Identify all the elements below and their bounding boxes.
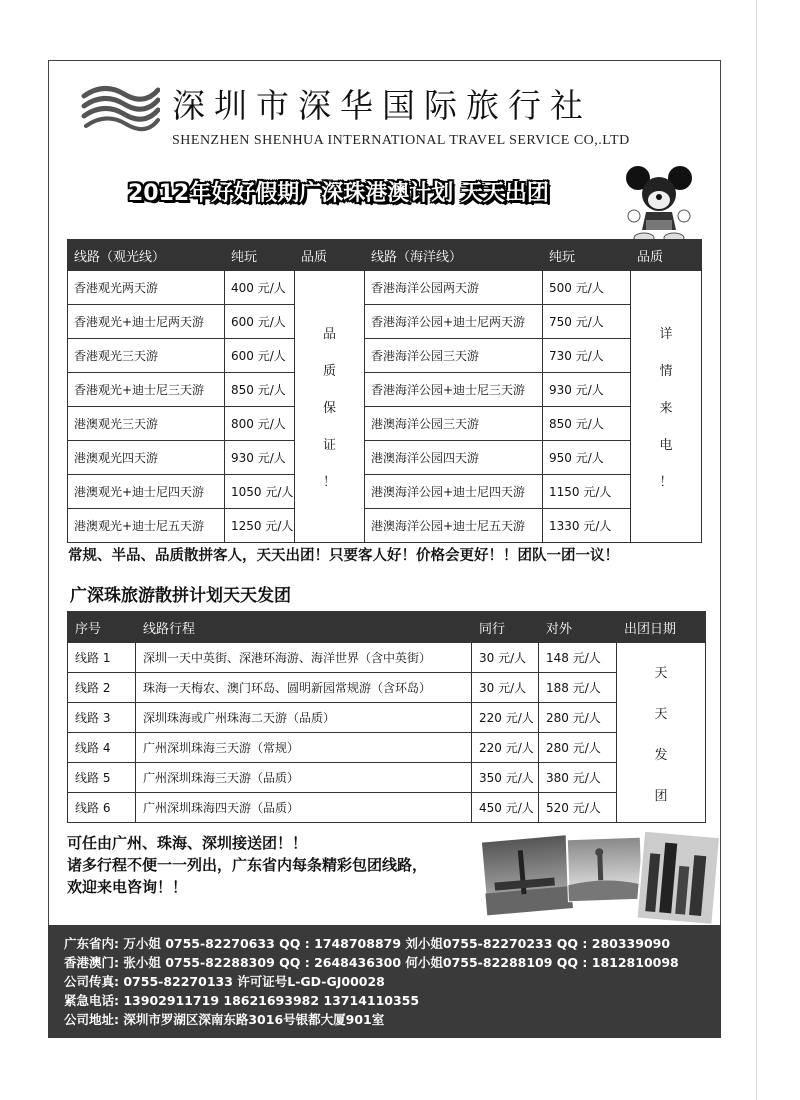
table-header-row	[68, 612, 706, 643]
col-header-itinerary: 线路行程	[136, 612, 472, 643]
route-cell: 港澳观光+迪士尼四天游	[68, 475, 225, 509]
company-name-cn: 深圳市深华国际旅行社	[172, 86, 592, 125]
price-cell: 1250 元/人	[225, 509, 295, 543]
contact-line-emergency: 紧急电话: 13902911719 18621693982 13714110355	[64, 993, 420, 1008]
company-logo-icon	[80, 80, 160, 136]
promo-line: 诸多行程不便一一列出，广东省内每条精彩包团线路，	[67, 856, 428, 874]
route-cell: 港澳观光三天游	[68, 407, 225, 441]
itinerary-cell: 珠海一天梅农、澳门环岛、圆明新园常规游（含环岛）	[136, 673, 472, 703]
route-cell: 港澳观光+迪士尼五天游	[68, 509, 225, 543]
table-row	[68, 703, 706, 733]
table-row	[68, 271, 702, 305]
route-cell: 香港海洋公园三天游	[365, 339, 543, 373]
departure-daily-cell	[617, 643, 706, 823]
contact-line-hk-macau: 香港澳门: 张小姐 0755-82288309 QQ : 2648436300 何小姐0755-82288109 QQ : 1812810098	[64, 955, 679, 970]
section-title: 广深珠旅游散拼计划天天发团	[70, 586, 291, 606]
price-cell: 850 元/人	[225, 373, 295, 407]
quality-char: 质	[322, 364, 336, 379]
price-cell: 500 元/人	[543, 271, 631, 305]
itinerary-cell: 广州深圳珠海三天游（品质）	[136, 763, 472, 793]
price-cell: 1330 元/人	[543, 509, 631, 543]
col-header-route-ocean: 线路（海洋线）	[365, 240, 543, 271]
route-cell: 香港海洋公园+迪士尼两天游	[365, 305, 543, 339]
route-cell: 香港海洋公园两天游	[365, 271, 543, 305]
promo-line: 欢迎来电咨询！！	[67, 878, 188, 896]
table-row	[68, 763, 706, 793]
route-cell: 港澳海洋公园+迪士尼五天游	[365, 509, 543, 543]
price-cell: 800 元/人	[225, 407, 295, 441]
table-row	[68, 475, 702, 509]
promo-text	[67, 832, 427, 898]
table-row	[68, 407, 702, 441]
quality-guarantee-cell	[295, 271, 365, 543]
quality-char: 来	[659, 401, 673, 416]
table-row	[68, 643, 706, 673]
table-row	[68, 339, 702, 373]
public-price-cell: 148 元/人	[539, 643, 617, 673]
contact-line-fax-license: 公司传真: 0755-82270133 许可证号L-GD-GJ00028	[64, 974, 385, 989]
col-header-price-b: 纯玩	[543, 240, 631, 271]
destination-photos-image	[480, 826, 720, 926]
promo-line: 可任由广州、珠海、深圳接送团！！	[67, 834, 308, 852]
route-number-cell: 线路 6	[68, 793, 136, 823]
price-cell: 1050 元/人	[225, 475, 295, 509]
details-by-phone-cell	[631, 271, 702, 543]
peer-price-cell: 450 元/人	[472, 793, 539, 823]
public-price-cell: 280 元/人	[539, 733, 617, 763]
route-cell: 港澳观光四天游	[68, 441, 225, 475]
col-header-quality-b: 品质	[631, 240, 702, 271]
itinerary-cell: 深圳一天中英街、深港环海游、海洋世界（含中英街）	[136, 643, 472, 673]
scan-edge-line	[756, 0, 757, 1100]
itinerary-cell: 广州深圳珠海四天游（品质）	[136, 793, 472, 823]
itinerary-cell: 广州深圳珠海三天游（常规）	[136, 733, 472, 763]
quality-char: 保	[322, 401, 336, 416]
departure-char: 天	[654, 706, 668, 722]
table-row	[68, 305, 702, 339]
route-number-cell: 线路 3	[68, 703, 136, 733]
table-row	[68, 373, 702, 407]
route-cell: 香港观光两天游	[68, 271, 225, 305]
price-cell: 850 元/人	[543, 407, 631, 441]
price-cell: 400 元/人	[225, 271, 295, 305]
route-number-cell: 线路 4	[68, 733, 136, 763]
price-cell: 930 元/人	[543, 373, 631, 407]
price-cell: 750 元/人	[543, 305, 631, 339]
slogan: 常规、半品、品质散拼客人，天天出团！只要客人好！价格会更好！！团队一团一议！	[68, 548, 619, 564]
group-tour-schedule-table	[67, 611, 706, 823]
price-cell: 600 元/人	[225, 305, 295, 339]
sightseeing-ocean-price-table	[67, 239, 702, 543]
col-header-public-price: 对外	[539, 612, 617, 643]
col-header-peer-price: 同行	[472, 612, 539, 643]
price-cell: 730 元/人	[543, 339, 631, 373]
route-cell: 香港观光三天游	[68, 339, 225, 373]
table-row	[68, 509, 702, 543]
price-cell: 950 元/人	[543, 441, 631, 475]
route-cell: 香港观光+迪士尼三天游	[68, 373, 225, 407]
contact-line-guangdong: 广东省内: 万小姐 0755-82270633 QQ : 1748708879 刘小姐0755-82270233 QQ : 280339090	[64, 936, 671, 951]
public-price-cell: 520 元/人	[539, 793, 617, 823]
mascot-image	[624, 164, 694, 244]
route-cell: 港澳海洋公园+迪士尼四天游	[365, 475, 543, 509]
route-number-cell: 线路 2	[68, 673, 136, 703]
peer-price-cell: 30 元/人	[472, 673, 539, 703]
public-price-cell: 380 元/人	[539, 763, 617, 793]
departure-char: 天	[654, 665, 668, 681]
public-price-cell: 188 元/人	[539, 673, 617, 703]
quality-char: 电	[659, 438, 673, 453]
price-cell: 1150 元/人	[543, 475, 631, 509]
route-cell: 港澳海洋公园三天游	[365, 407, 543, 441]
peer-price-cell: 30 元/人	[472, 643, 539, 673]
public-price-cell: 280 元/人	[539, 703, 617, 733]
quality-char: 品	[322, 327, 336, 342]
quality-char: 证	[322, 438, 336, 453]
table-row	[68, 793, 706, 823]
price-cell: 600 元/人	[225, 339, 295, 373]
itinerary-cell: 深圳珠海或广州珠海二天游（品质）	[136, 703, 472, 733]
table-header-row	[68, 240, 702, 271]
route-cell: 香港观光+迪士尼两天游	[68, 305, 225, 339]
price-cell: 930 元/人	[225, 441, 295, 475]
company-name-en: SHENZHEN SHENHUA INTERNATIONAL TRAVEL SERVICE CO,.LTD	[172, 133, 630, 148]
table-row	[68, 673, 706, 703]
col-header-departure: 出团日期	[617, 612, 706, 643]
headline: 2012年好好假期广深珠港澳计划 天天出团	[128, 181, 549, 206]
table-row	[68, 441, 702, 475]
col-header-price-a: 纯玩	[225, 240, 295, 271]
col-header-quality-a: 品质	[295, 240, 365, 271]
peer-price-cell: 220 元/人	[472, 733, 539, 763]
col-header-number: 序号	[68, 612, 136, 643]
contact-footer	[48, 925, 721, 1038]
table-row	[68, 733, 706, 763]
departure-char: 发	[654, 747, 668, 763]
quality-char: 情	[659, 364, 673, 379]
route-cell: 香港海洋公园+迪士尼三天游	[365, 373, 543, 407]
quality-char: 详	[659, 327, 673, 342]
quality-char: ！	[659, 475, 673, 490]
route-cell: 港澳海洋公园四天游	[365, 441, 543, 475]
contact-line-address: 公司地址: 深圳市罗湖区深南东路3016号银都大厦901室	[64, 1012, 385, 1027]
col-header-route-sightseeing: 线路（观光线）	[68, 240, 225, 271]
route-number-cell: 线路 5	[68, 763, 136, 793]
peer-price-cell: 350 元/人	[472, 763, 539, 793]
departure-char: 团	[654, 788, 668, 804]
route-number-cell: 线路 1	[68, 643, 136, 673]
quality-char: ！	[322, 475, 336, 490]
peer-price-cell: 220 元/人	[472, 703, 539, 733]
